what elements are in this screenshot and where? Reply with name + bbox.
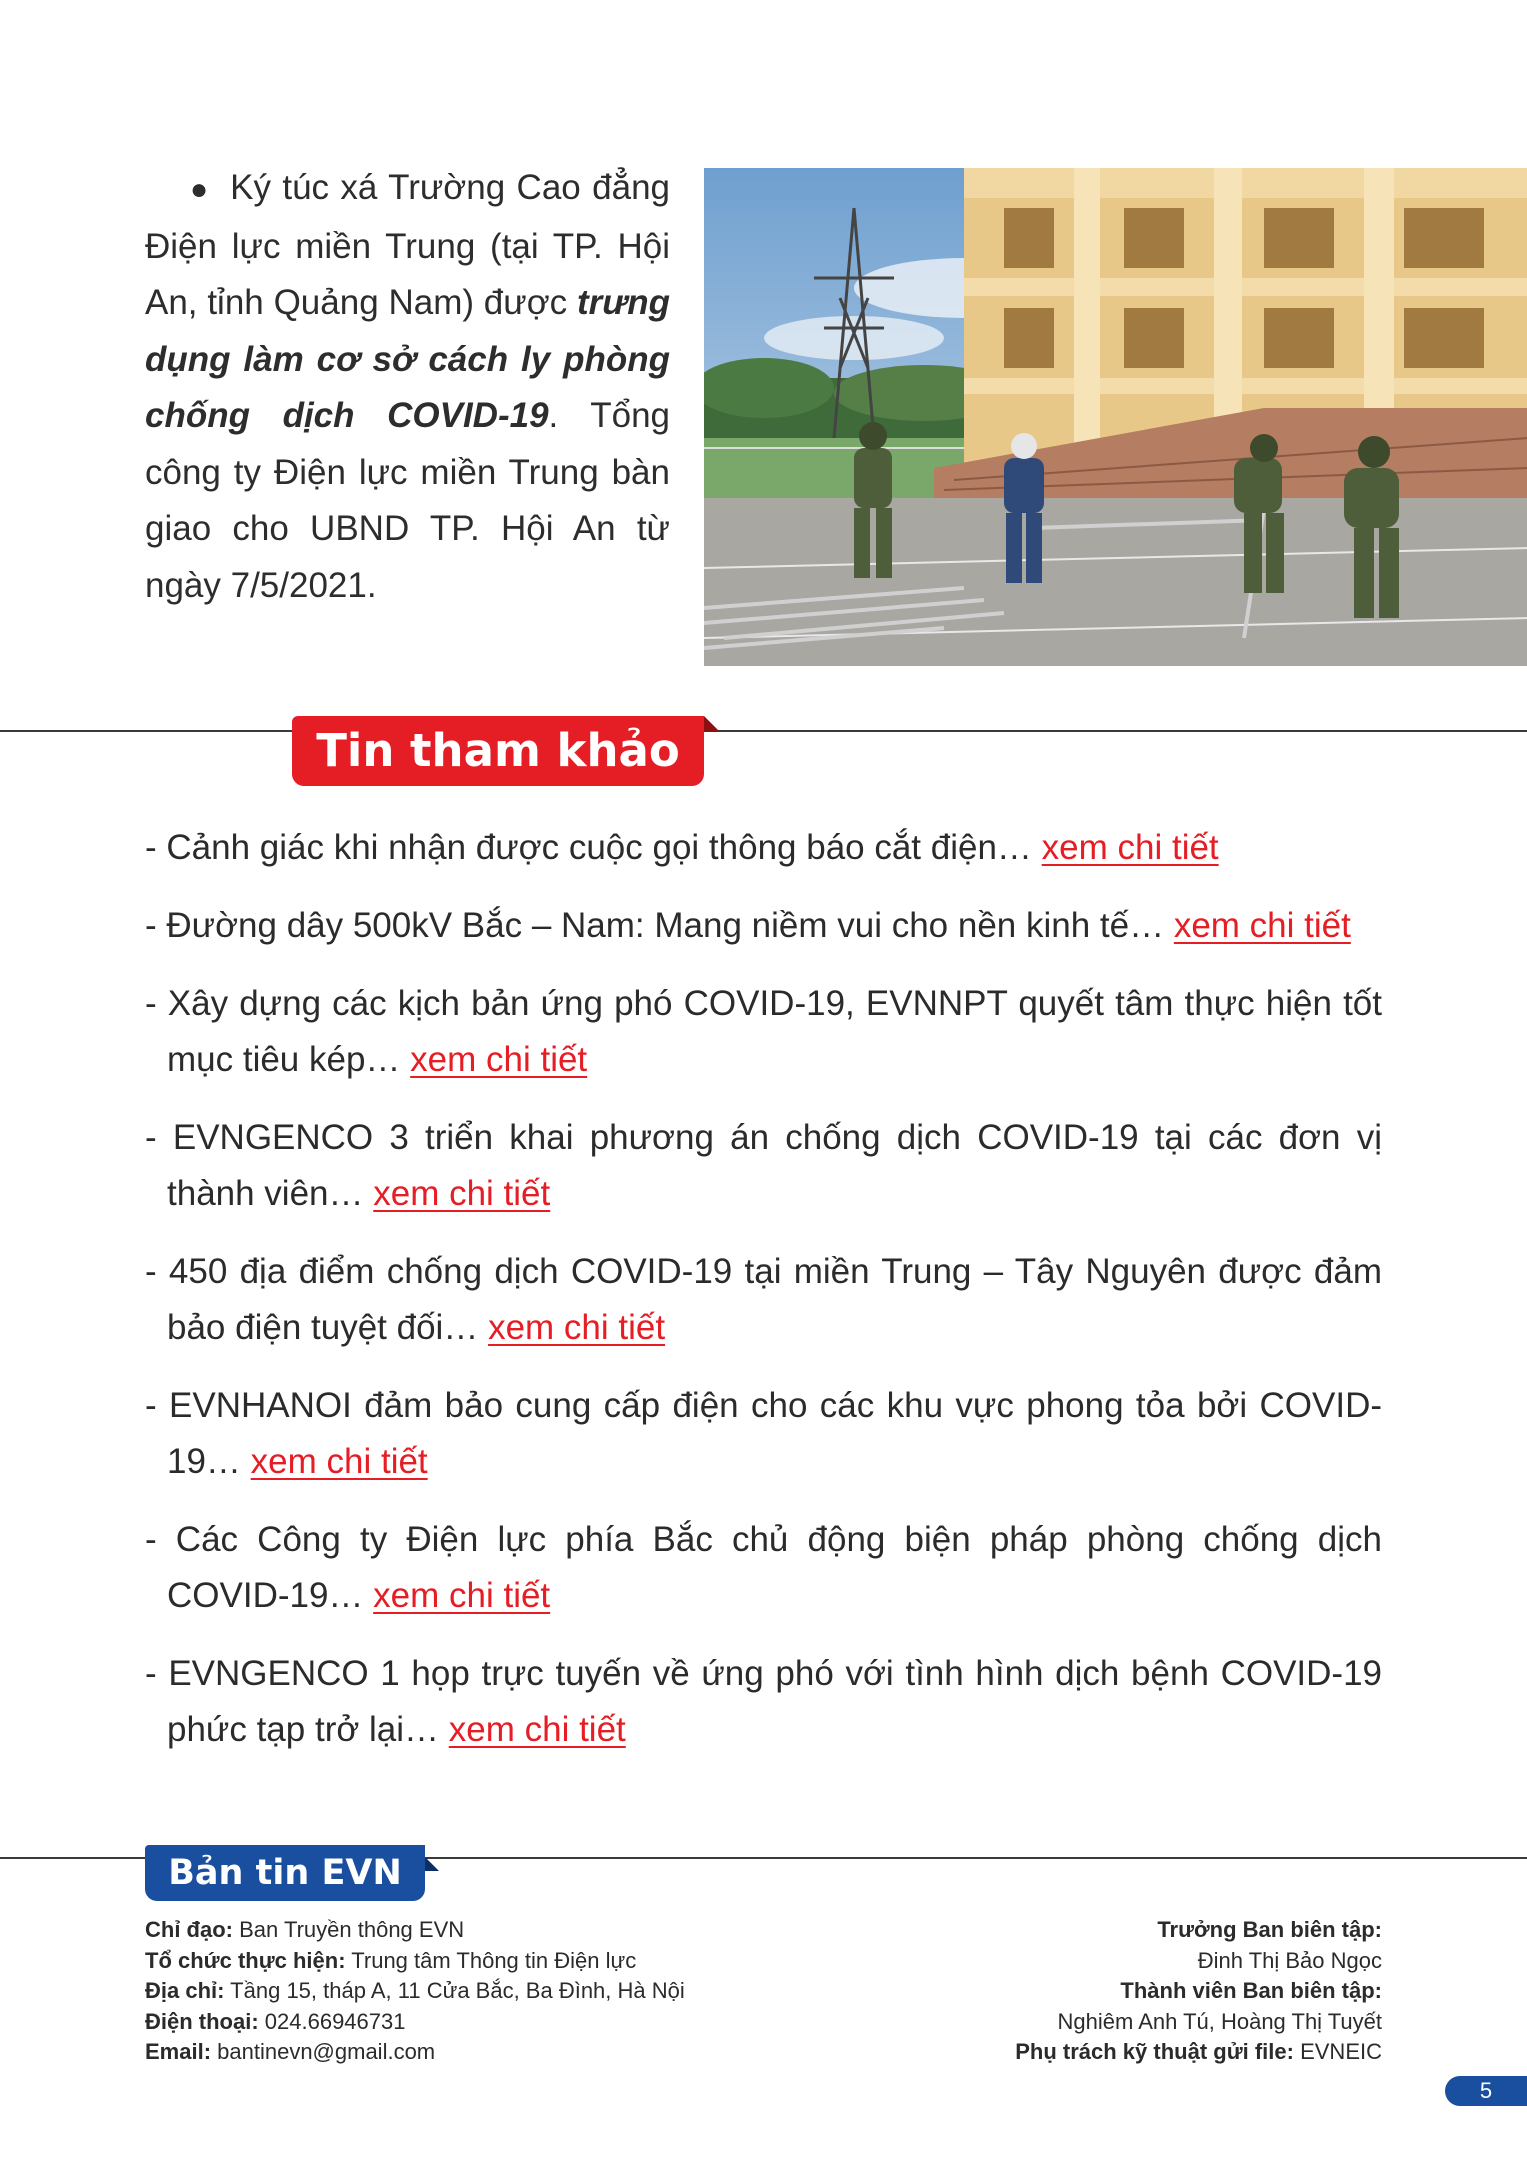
chief-editor-name: Đinh Thị Bảo Ngọc [1197, 1947, 1382, 1973]
technical-line [762, 2037, 1382, 2068]
footer-value: 024.66946731 [258, 2008, 406, 2034]
footer-label: Email: [145, 2039, 212, 2064]
intro-text-1: Ký túc xá Trường Cao đẳng Điện lực miền Trung (tại TP. Hội An, tỉnh Quảng Nam) được [145, 168, 670, 322]
news-list [145, 820, 1382, 1780]
news-item-text: - Cảnh giác khi nhận được cuộc gọi thông báo cắt điện… [145, 828, 1042, 867]
news-item [145, 820, 1382, 876]
footer-line-email [145, 2037, 845, 2068]
intro-text-2: . Tổng công ty Điện lực miền Trung bàn giao cho UBND TP. Hội An từ ngày 7/5/2021. [145, 396, 671, 605]
quarantine-site-photo [704, 168, 1527, 666]
news-item-text: - EVNHANOI đảm bảo cung cấp điện cho các khu vực phong tỏa bởi COVID-19… [145, 1386, 1382, 1481]
news-item [145, 898, 1382, 954]
section-divider [0, 730, 1527, 732]
news-item-link[interactable]: xem chi tiết [373, 1576, 551, 1615]
footer-value: Trung tâm Thông tin Điện lực [345, 1947, 637, 1973]
footer-label: Chỉ đạo: [145, 1917, 233, 1942]
footer-email[interactable]: bantinevn@gmail.com [211, 2039, 436, 2064]
news-item [145, 976, 1382, 1088]
footer-line-address [145, 1976, 845, 2007]
section-title: Tin tham khảo [316, 724, 680, 777]
brand-title: Bản tin EVN [168, 1853, 402, 1893]
news-item-text: - Đường dây 500kV Bắc – Nam: Mang niềm vui cho nền kinh tế… [145, 906, 1174, 945]
news-item-link[interactable]: xem chi tiết [1173, 906, 1351, 945]
news-item-link[interactable]: xem chi tiết [250, 1442, 428, 1481]
news-item-text: - EVNGENCO 1 họp trực tuyến về ứng phó với tình hình dịch bệnh COVID-19 phức tạp trở lại… [145, 1654, 1382, 1749]
intro-emphasis: trưng dụng làm cơ sở cách ly phòng chống dịch COVID-19 [145, 283, 670, 435]
footer-label: Tổ chức thực hiện: [145, 1947, 346, 1973]
technical-value: EVNEIC [1293, 2039, 1382, 2064]
news-item-link[interactable]: xem chi tiết [373, 1174, 551, 1213]
news-item-link[interactable]: xem chi tiết [1041, 828, 1219, 867]
brand-tab [145, 1845, 425, 1901]
page-number: 5 [1445, 2076, 1527, 2106]
bullet-icon: ● [190, 173, 209, 206]
footer-editorial [762, 1915, 1382, 2068]
news-item-text: - EVNGENCO 3 triển khai phương án chống dịch COVID-19 tại các đơn vị thành viên… [145, 1118, 1382, 1213]
footer-label: Địa chỉ: [145, 1978, 225, 2003]
section-title-tab [292, 716, 704, 786]
news-item [145, 1378, 1382, 1490]
footer-line-organizer [145, 1946, 845, 1977]
news-item-link[interactable]: xem chi tiết [488, 1308, 666, 1347]
footer-line-direction [145, 1915, 845, 1946]
news-item-text: - 450 địa điểm chống dịch COVID-19 tại miền Trung – Tây Nguyên được đảm bảo điện tuyệt đối… [145, 1252, 1382, 1347]
news-item [145, 1646, 1382, 1758]
news-item [145, 1244, 1382, 1356]
footer-label: Điện thoại: [145, 2008, 259, 2034]
intro-paragraph [145, 160, 670, 614]
footer-value: Tầng 15, tháp A, 11 Cửa Bắc, Ba Đình, Hà Nội [224, 1978, 685, 2003]
news-item-link[interactable]: xem chi tiết [448, 1710, 626, 1749]
news-item [145, 1110, 1382, 1222]
news-item-text: - Các Công ty Điện lực phía Bắc chủ động biện pháp phòng chống dịch COVID-19… [145, 1520, 1382, 1615]
footer-line-phone [145, 2007, 845, 2038]
footer-contact [145, 1915, 845, 2068]
editorial-members-label: Thành viên Ban biên tập: [1120, 1978, 1382, 2003]
news-item-link[interactable]: xem chi tiết [410, 1040, 588, 1079]
footer-value: Ban Truyền thông EVN [233, 1917, 465, 1942]
technical-label: Phụ trách kỹ thuật gửi file: [1015, 2039, 1294, 2064]
news-item-text: - Xây dựng các kịch bản ứng phó COVID-19, EVNNPT quyết tâm thực hiện tốt mục tiêu kép… [145, 984, 1382, 1079]
editorial-members-names: Nghiêm Anh Tú, Hoàng Thị Tuyết [1057, 2008, 1382, 2034]
chief-editor-label: Trưởng Ban biên tập: [1157, 1917, 1382, 1942]
news-item [145, 1512, 1382, 1624]
